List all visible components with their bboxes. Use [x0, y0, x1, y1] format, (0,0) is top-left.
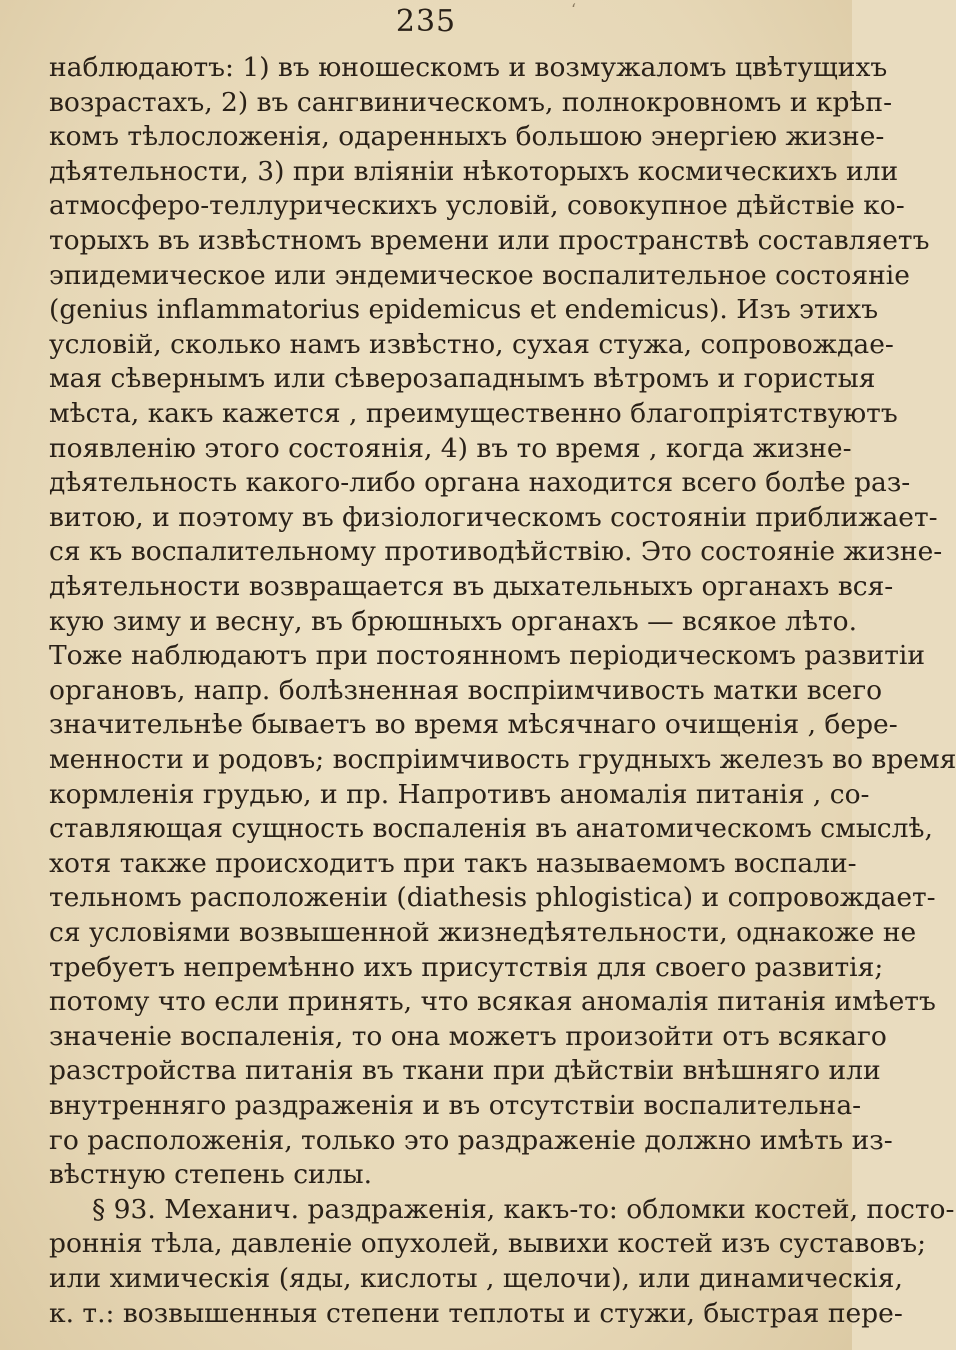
text-line: ся условіями возвышенной жизнедѣятельности, однакоже не [49, 917, 917, 948]
page-edge-mark: ‘ [571, 0, 577, 19]
text-line: комъ тѣлосложенія, одаренныхъ большою энергіею жизне- [49, 121, 885, 153]
text-line: мѣста, какъ кажется , преимущественно благопріятствуютъ [49, 398, 898, 429]
text-line: требуетъ непремѣнно ихъ присутствія для своего развитія; [49, 951, 884, 983]
text-line: наблюдаютъ: 1) въ юношескомъ и возмужаломъ цвѣтущихъ [49, 52, 888, 83]
text-line: к. т.: возвышенныя степени теплоты и стужи, быстрая пере- [49, 1297, 903, 1329]
text-line: появленію этого состоянія, 4) въ то время , когда жизне- [49, 432, 852, 464]
text-line: торыхъ въ извѣстномъ времени или пространствѣ составляетъ [49, 225, 930, 256]
text-line: роннія тѣла, давленіе опухолей, вывихи костей изъ суставовъ; [49, 1228, 927, 1260]
text-line: (genius inflammatorius epidemicus et endemicus). Изъ этихъ [49, 294, 879, 326]
text-line: ся къ воспалительному противодѣйствію. Это состояніе жизне- [49, 536, 943, 568]
text-line: внутренняго раздраженія и въ отсутствіи воспалительна- [49, 1090, 862, 1121]
text-line: го расположенія, только это раздраженіе должно имѣть из- [49, 1124, 893, 1156]
text-line: возрастахъ, 2) въ сангвиническомъ, полнокровномъ и крѣп- [49, 86, 893, 118]
text-line: условій, сколько намъ извѣстно, сухая стужа, сопровождае- [49, 328, 894, 360]
text-line: значеніе воспаленія, то она можетъ произойти отъ всякаго [49, 1020, 887, 1052]
text-line: тельномъ расположеніи (diathesis phlogistica) и сопровождает- [49, 882, 936, 914]
text-line: вѣстную степень силы. [49, 1159, 373, 1191]
text-line: менности и родовъ; воспріимчивость грудныхъ железъ во время [49, 744, 956, 775]
text-line: разстройства питанія въ ткани при дѣйствіи внѣшняго или [49, 1055, 881, 1087]
text-line: атмосферо-теллурическихъ условій, совокупное дѣйствіе ко- [49, 190, 905, 222]
text-line: кормленія грудью, и пр. Напротивъ аномалія питанія , со- [49, 778, 870, 810]
text-line: органовъ, напр. болѣзненная воспріимчивость матки всего [49, 674, 883, 706]
text-line: ставляющая сущность воспаленія въ анатомическомъ смыслѣ, [49, 813, 933, 845]
text-line: кую зиму и весну, въ брюшныхъ органахъ — всякое лѣто. [49, 605, 858, 637]
text-line: или химическія (яды, кислоты , щелочи), или динамическія, [49, 1263, 903, 1294]
text-line: витою, и поэтому въ физіологическомъ состояніи приближает- [49, 501, 938, 533]
text-line: дѣятельности, 3) при вліяніи нѣкоторыхъ космическихъ или [49, 155, 899, 187]
page-number: 235 [395, 4, 457, 39]
text-line: дѣятельность какого-либо органа находится всего болѣе раз- [49, 467, 911, 499]
text-line: значительнѣе бываетъ во время мѣсячнаго очищенія , бере- [49, 709, 898, 741]
text-line: дѣятельности возвращается въ дыхательныхъ органахъ вся- [49, 571, 894, 602]
text-line: § 93. Механич. раздраженія, какъ-то: обломки костей, посто- [92, 1193, 955, 1225]
text-line: хотя также происходитъ при такъ называемомъ воспали- [49, 847, 857, 879]
text-line: Тоже наблюдаютъ при постоянномъ періодическомъ развитіи [49, 640, 926, 672]
text-line: потому что если принять, что всякая аномалія питанія имѣетъ [49, 986, 936, 1018]
text-line: мая сѣвернымъ или сѣверозападнымъ вѣтромъ и гористыя [49, 363, 876, 395]
text-line: эпидемическое или эндемическое воспалительное состояніе [49, 259, 910, 291]
